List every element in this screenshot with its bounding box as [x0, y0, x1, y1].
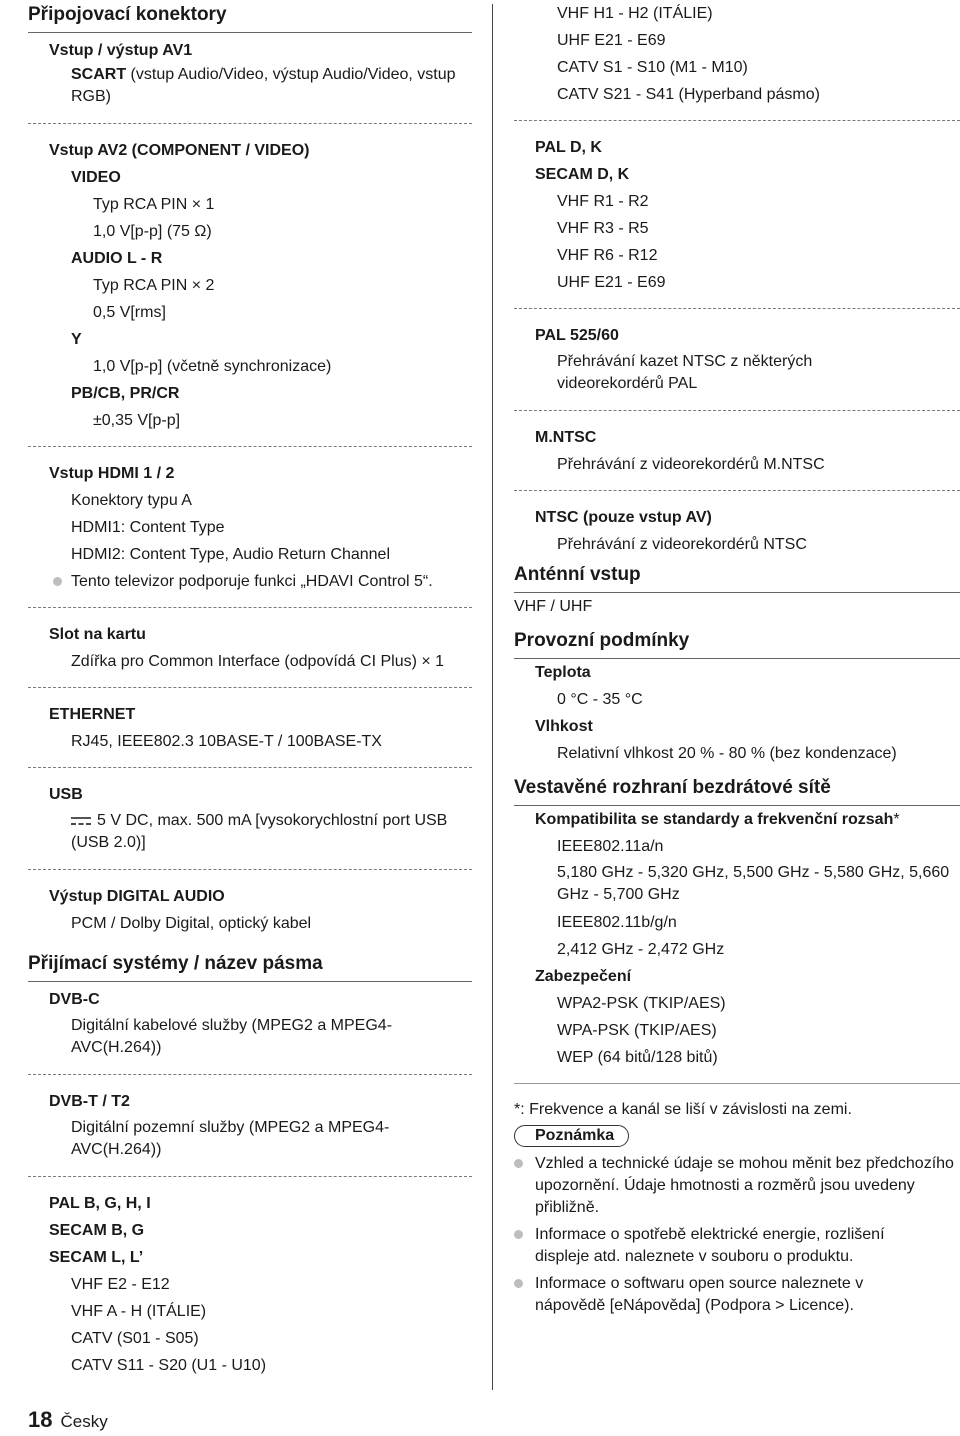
- bullet-icon: [514, 1279, 523, 1288]
- bullet-icon: [53, 577, 62, 586]
- note-item: [514, 1222, 960, 1271]
- scart-label: SCART: [71, 66, 127, 83]
- video-line: 1,0 V[p-p] (75 Ω): [93, 223, 212, 240]
- bullet-icon: [514, 1159, 523, 1168]
- note-item-text: Vzhled a technické údaje se mohou měnit bez předchozího upozornění. Údaje hmotnosti a rozměrů jsou uvedeny přibližně.: [535, 1155, 954, 1216]
- section-divider: [28, 446, 472, 447]
- y-label: Y: [71, 331, 82, 348]
- ethernet-line: RJ45, IEEE802.3 10BASE-T / 100BASE-TX: [71, 733, 382, 750]
- note-label: Poznámka: [514, 1125, 629, 1147]
- page-footer: [28, 1407, 108, 1433]
- note-item-text: Informace o softwaru open source naleznete v nápovědě [eNápověda] (Podpora > Licence).: [535, 1275, 864, 1314]
- paldk-band-line: VHF R1 - R2: [557, 193, 649, 210]
- band-line: CATV S1 - S10 (M1 - M10): [557, 59, 748, 76]
- humidity-line: Relativní vlhkost 20 % - 80 % (bez kondenzace): [557, 745, 897, 762]
- wifi-frequency-a: 5,180 GHz - 5,320 GHz, 5,500 GHz - 5,580 GHz, 5,660 GHz - 5,700 GHz: [557, 864, 950, 903]
- usb-line: [28, 808, 472, 857]
- y-line: 1,0 V[p-p] (včetně synchronizace): [93, 358, 332, 375]
- paldk-band-line: VHF R6 - R12: [557, 247, 658, 264]
- compatibility-title: [514, 806, 960, 833]
- pal-title: SECAM L, L’: [49, 1249, 144, 1266]
- hdmi-title: Vstup HDMI 1 / 2: [49, 465, 175, 482]
- pbpr-label: PB/CB, PR/CR: [71, 385, 180, 402]
- footnote-divider: [514, 1083, 960, 1084]
- dc-symbol-icon: [71, 816, 91, 826]
- hdmi-line: HDMI1: Content Type: [71, 519, 225, 536]
- receive-heading: Přijímací systémy / název pásma: [28, 953, 323, 974]
- av1-description: [28, 64, 472, 111]
- antenna-line: VHF / UHF: [514, 598, 593, 615]
- hdmi-line: HDMI2: Content Type, Audio Return Channel: [71, 546, 390, 563]
- page-language: Česky: [60, 1412, 108, 1431]
- slot-line: Zdířka pro Common Interface (odpovídá CI Plus) × 1: [71, 653, 445, 670]
- section-divider: [514, 490, 960, 491]
- wifi-frequency-b: 2,412 GHz - 2,472 GHz: [557, 941, 725, 958]
- ethernet-title: ETHERNET: [49, 706, 136, 723]
- pbpr-line: ±0,35 V[p-p]: [93, 412, 181, 429]
- security-line: WPA-PSK (TKIP/AES): [557, 1022, 717, 1039]
- section-divider: [28, 1176, 472, 1177]
- antenna-heading: Anténní vstup: [514, 564, 641, 585]
- av2-title: Vstup AV2 (COMPONENT / VIDEO): [49, 142, 310, 159]
- band-line: CATV S21 - S41 (Hyperband pásmo): [557, 86, 820, 103]
- dvbt-title: DVB-T / T2: [49, 1093, 130, 1110]
- temperature-line: 0 °C - 35 °C: [557, 691, 643, 708]
- usb-title: USB: [49, 786, 83, 803]
- left-column: [28, 0, 472, 1432]
- paldk-band-line: UHF E21 - E69: [557, 274, 666, 291]
- scart-text: (vstup Audio/Video, výstup Audio/Video, vstup RGB): [71, 66, 456, 105]
- wireless-heading: Vestavěné rozhraní bezdrátové sítě: [514, 777, 831, 798]
- hdmi-line: Konektory typu A: [71, 492, 192, 509]
- section-divider: [28, 123, 472, 124]
- humidity-title: Vlhkost: [535, 718, 593, 735]
- audio-line: 0,5 V[rms]: [93, 304, 166, 321]
- av1-title: Vstup / výstup AV1: [49, 42, 193, 59]
- right-column: [514, 0, 960, 1320]
- section-divider: [28, 869, 472, 870]
- heading-underline: [28, 981, 472, 982]
- pal-band-line: CATV S11 - S20 (U1 - U10): [71, 1357, 267, 1374]
- usb-line-text: 5 V DC, max. 500 mA [vysokorychlostní port USB (USB 2.0)]: [71, 812, 448, 851]
- paldk-title: SECAM D, K: [535, 166, 630, 183]
- ntsc-title: NTSC (pouze vstup AV): [535, 509, 712, 526]
- pal-band-line: VHF E2 - E12: [71, 1276, 170, 1293]
- band-line: UHF E21 - E69: [557, 32, 666, 49]
- note-item: [514, 1271, 960, 1320]
- band-line: VHF H1 - H2 (ITÁLIE): [557, 5, 713, 22]
- note-item-text: Informace o spotřebě elektrické energie, rozlišení displeje atd. naleznete v souboru o produktu.: [535, 1226, 885, 1265]
- dvbc-line: Digitální kabelové služby (MPEG2 a MPEG4-AVC(H.264)): [71, 1017, 393, 1056]
- section-divider: [28, 607, 472, 608]
- paldk-band-line: VHF R3 - R5: [557, 220, 649, 237]
- mntsc-line: Přehrávání z videorekordérů M.NTSC: [557, 456, 825, 473]
- paldk-title: PAL D, K: [535, 139, 602, 156]
- pal-band-line: CATV (S01 - S05): [71, 1330, 199, 1347]
- section-divider: [28, 1074, 472, 1075]
- mntsc-title: M.NTSC: [535, 429, 597, 446]
- compatibility-title-text: Kompatibilita se standardy a frekvenční rozsah: [535, 811, 894, 828]
- audio-line: Typ RCA PIN × 2: [93, 277, 215, 294]
- page-number: 18: [28, 1407, 53, 1432]
- footnote: *: Frekvence a kanál se liší v závislosti na zemi.: [514, 1101, 852, 1118]
- hdmi-bullet: [28, 568, 472, 595]
- pal-title: PAL B, G, H, I: [49, 1195, 151, 1212]
- ntsc-line: Přehrávání z videorekordérů NTSC: [557, 536, 807, 553]
- pal525-line: Přehrávání kazet NTSC z některých videorekordérů PAL: [557, 353, 813, 392]
- dvbt-line: Digitální pozemní služby (MPEG2 a MPEG4-AVC(H.264)): [71, 1119, 390, 1158]
- digital-audio-line: PCM / Dolby Digital, optický kabel: [71, 915, 312, 932]
- temperature-title: Teplota: [535, 664, 591, 681]
- operating-heading: Provozní podmínky: [514, 630, 690, 651]
- video-line: Typ RCA PIN × 1: [93, 196, 215, 213]
- bullet-icon: [514, 1230, 523, 1239]
- connectors-heading: Připojovací konektory: [28, 4, 227, 25]
- wifi-standard-a: IEEE802.11a/n: [557, 838, 664, 855]
- security-title: Zabezpečení: [535, 968, 632, 985]
- section-divider: [514, 120, 960, 121]
- note-item: [514, 1151, 960, 1222]
- footnote-marker: *: [893, 811, 900, 828]
- section-divider: [514, 308, 960, 309]
- slot-title: Slot na kartu: [49, 626, 146, 643]
- security-line: WPA2-PSK (TKIP/AES): [557, 995, 726, 1012]
- dvbc-title: DVB-C: [49, 991, 100, 1008]
- heading-underline: [28, 32, 472, 33]
- pal-band-line: VHF A - H (ITÁLIE): [71, 1303, 207, 1320]
- security-line: WEP (64 bitů/128 bitů): [557, 1049, 718, 1066]
- section-divider: [28, 767, 472, 768]
- hdmi-bullet-text: Tento televizor podporuje funkci „HDAVI Control 5“.: [71, 573, 433, 590]
- pal525-title: PAL 525/60: [535, 327, 619, 344]
- section-divider: [514, 410, 960, 411]
- column-divider: [492, 4, 493, 1390]
- audio-label: AUDIO L - R: [71, 250, 163, 267]
- pal-title: SECAM B, G: [49, 1222, 145, 1239]
- video-label: VIDEO: [71, 169, 121, 186]
- wifi-standard-b: IEEE802.11b/g/n: [557, 914, 677, 931]
- section-divider: [28, 687, 472, 688]
- digital-audio-title: Výstup DIGITAL AUDIO: [49, 888, 225, 905]
